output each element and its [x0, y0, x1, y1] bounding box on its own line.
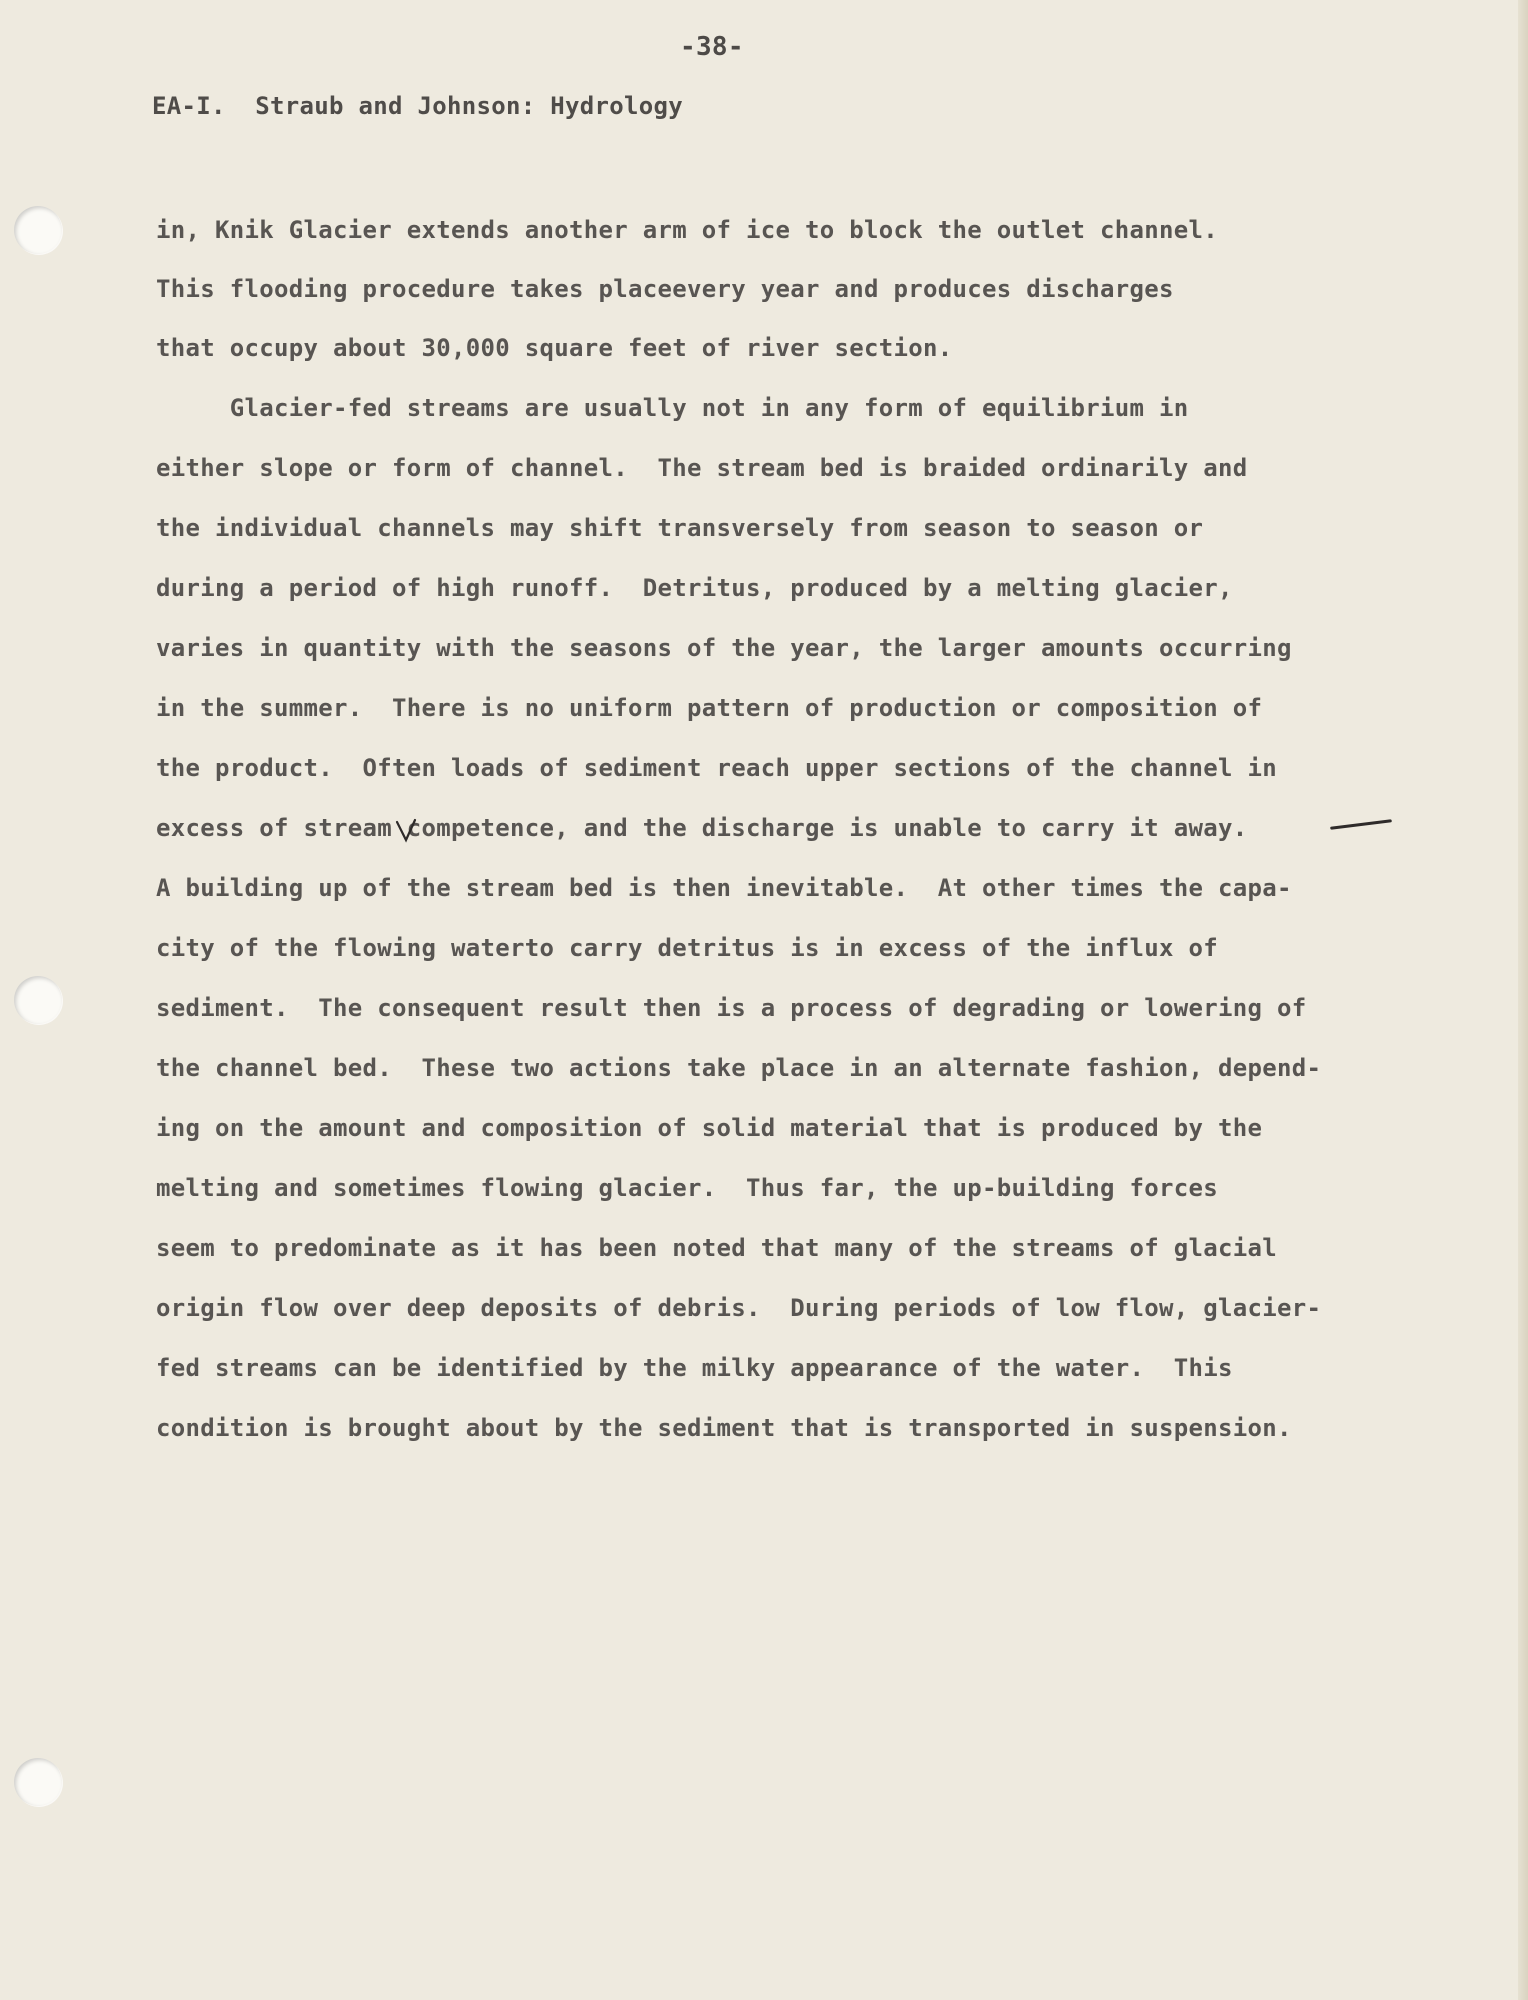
body-line: the product. Often loads of sediment reach upper sections of the channel in — [156, 754, 1277, 782]
body-line: sediment. The consequent result then is a process of degrading or lowering of — [156, 994, 1307, 1022]
body-line: A building up of the stream bed is then inevitable. At other times the capa- — [156, 874, 1292, 902]
running-head: EA-I. Straub and Johnson: Hydrology — [152, 92, 683, 120]
punch-hole-middle — [14, 976, 62, 1024]
body-line: melting and sometimes flowing glacier. Thus far, the up-building forces — [156, 1174, 1218, 1202]
body-line: the individual channels may shift transversely from season to season or — [156, 514, 1204, 542]
body-line: fed streams can be identified by the milky appearance of the water. This — [156, 1354, 1233, 1382]
punch-hole-bottom — [14, 1758, 62, 1806]
body-line: either slope or form of channel. The stream bed is braided ordinarily and — [156, 454, 1248, 482]
body-line: varies in quantity with the seasons of the year, the larger amounts occurring — [156, 634, 1292, 662]
insertion-caret-mark — [395, 818, 417, 844]
body-line: in the summer. There is no uniform pattern of production or composition of — [156, 694, 1263, 722]
page-number: -38- — [680, 32, 744, 62]
body-line: ing on the amount and composition of solid material that is produced by the — [156, 1114, 1263, 1142]
body-line: the channel bed. These two actions take place in an alternate fashion, depend- — [156, 1054, 1322, 1082]
body-line: during a period of high runoff. Detritus, produced by a melting glacier, — [156, 574, 1233, 602]
body-line: origin flow over deep deposits of debris. During periods of low flow, glacier- — [156, 1294, 1322, 1322]
margin-pencil-dash — [1330, 819, 1392, 830]
body-line: Glacier-fed streams are usually not in any form of equilibrium in — [156, 394, 1189, 422]
body-line: condition is brought about by the sediment that is transported in suspension. — [156, 1414, 1292, 1442]
body-line: seem to predominate as it has been noted that many of the streams of glacial — [156, 1234, 1277, 1262]
punch-hole-top — [14, 206, 62, 254]
page-edge — [1518, 0, 1528, 2000]
body-line: city of the flowing waterto carry detritus is in excess of the influx of — [156, 934, 1218, 962]
body-line: This flooding procedure takes placeevery year and produces discharges — [156, 275, 1174, 303]
body-line: excess of stream competence, and the discharge is unable to carry it away. — [156, 814, 1248, 842]
body-line: that occupy about 30,000 square feet of river section. — [156, 334, 953, 362]
body-line: in, Knik Glacier extends another arm of ice to block the outlet channel. — [156, 216, 1218, 244]
